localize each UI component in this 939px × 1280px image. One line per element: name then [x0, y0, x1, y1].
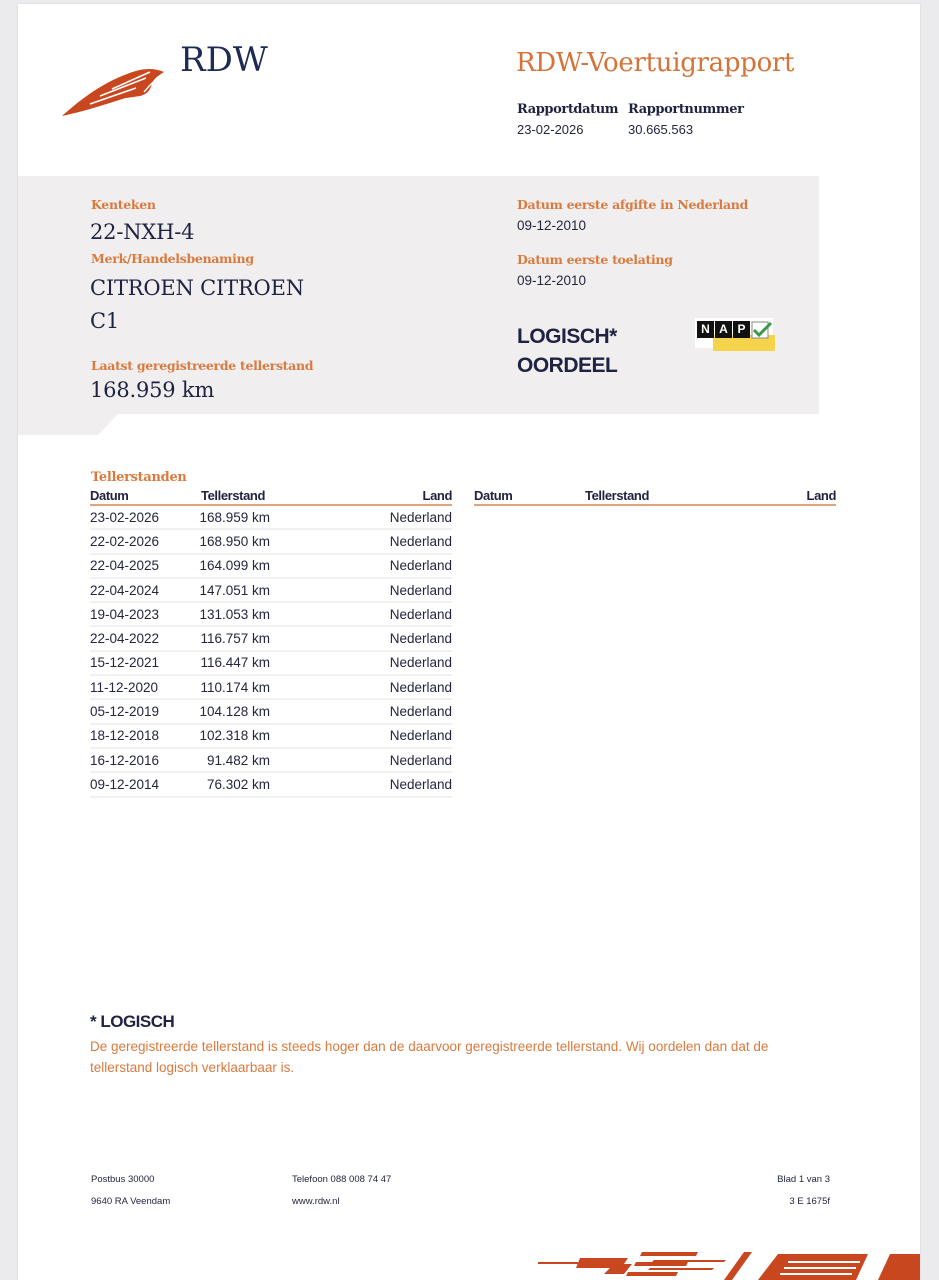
cell-tellerstand: 168.950 km: [199, 533, 270, 549]
footer-address-2: 9640 RA Veendam: [91, 1196, 171, 1207]
table-row: [90, 603, 452, 627]
decorative-stripes-icon: [538, 1244, 920, 1280]
nap-letter-n: N: [697, 321, 714, 338]
tellerstanden-table-2: [474, 486, 836, 506]
cell-datum: 22-04-2025: [90, 558, 160, 574]
cell-land: Nederland: [389, 631, 452, 647]
kenteken-label: Kenteken: [91, 197, 156, 212]
cell-land: Nederland: [389, 655, 452, 671]
col-datum: Datum: [474, 488, 513, 503]
nap-badge: [695, 318, 777, 354]
col-land: Land: [422, 488, 452, 503]
table-row: [90, 676, 452, 700]
cell-land: Nederland: [389, 582, 452, 598]
table-header: [474, 486, 836, 506]
table-row: [90, 700, 452, 724]
cell-datum: 22-04-2022: [90, 631, 160, 647]
cell-datum: 19-04-2023: [90, 606, 160, 622]
rapportnummer-value: 30.665.563: [628, 122, 694, 137]
cell-tellerstand: 104.128 km: [199, 704, 270, 720]
table-row: [90, 506, 452, 530]
footer-phone: Telefoon 088 008 74 47: [292, 1174, 392, 1185]
cell-datum: 09-12-2014: [90, 776, 160, 792]
cell-tellerstand: 131.053 km: [199, 606, 270, 622]
note-title: * LOGISCH: [90, 1012, 175, 1031]
cell-tellerstand: 164.099 km: [199, 558, 270, 574]
toelating-label: Datum eerste toelating: [517, 252, 673, 267]
cell-land: Nederland: [389, 752, 452, 768]
cell-datum: 22-04-2024: [90, 582, 160, 598]
table-row: [90, 627, 452, 651]
col-tellerstand: Tellerstand: [585, 488, 649, 503]
col-land: Land: [806, 488, 836, 503]
cell-tellerstand: 116.447 km: [200, 655, 270, 671]
oordeel-status: [517, 322, 617, 380]
rapportnummer-label: Rapportnummer: [628, 102, 744, 117]
note-body: De geregistreerde tellerstand is steeds hoger dan de daarvoor geregistreerde tellerstand. Wij oordelen dan dat de tellerstand logisch verklaarbaar is.: [90, 1039, 769, 1075]
cell-datum: 05-12-2019: [90, 704, 160, 720]
oordeel-line1: LOGISCH*: [517, 325, 617, 348]
cell-land: Nederland: [389, 728, 452, 744]
cell-land: Nederland: [389, 606, 452, 622]
report-title: RDW-Voertuigrapport: [516, 48, 795, 78]
col-datum: Datum: [90, 488, 129, 503]
col-tellerstand: Tellerstand: [201, 488, 265, 503]
tellerstanden-table: [90, 486, 452, 798]
cell-datum: 16-12-2016: [90, 752, 160, 768]
cell-tellerstand: 110.174 km: [200, 679, 270, 695]
cell-tellerstand: 76.302 km: [206, 776, 270, 792]
check-icon: [751, 321, 773, 339]
cell-tellerstand: 147.051 km: [199, 582, 270, 598]
cell-tellerstand: 116.757 km: [200, 631, 270, 647]
panel-notch: [18, 414, 118, 435]
cell-land: Nederland: [389, 704, 452, 720]
footer-address-1: Postbus 30000: [91, 1174, 155, 1185]
table-row: [90, 749, 452, 773]
tellerstanden-title: Tellerstanden: [91, 470, 187, 485]
afgifte-label: Datum eerste afgifte in Nederland: [517, 197, 749, 212]
table-row: [90, 579, 452, 603]
cell-land: Nederland: [389, 509, 452, 525]
cell-land: Nederland: [389, 679, 452, 695]
table-row: [90, 652, 452, 676]
nap-letter-p: P: [733, 321, 750, 338]
tellerstand-value: 168.959 km: [90, 378, 215, 402]
table-row: [90, 555, 452, 579]
table-row: [90, 530, 452, 554]
rapportdatum-value: 23-02-2026: [517, 122, 584, 137]
rapportdatum-label: Rapportdatum: [517, 102, 619, 117]
cell-tellerstand: 168.959 km: [199, 509, 270, 525]
footer-page-number: Blad 1 van 3: [777, 1174, 830, 1185]
footer-code: 3 E 1675f: [789, 1196, 830, 1207]
cell-datum: 11-12-2020: [90, 679, 159, 695]
footer-website[interactable]: www.rdw.nl: [292, 1196, 340, 1207]
merk-value-line1: CITROEN CITROEN: [90, 276, 304, 300]
afgifte-value: 09-12-2010: [517, 218, 587, 233]
tellerstand-label: Laatst geregistreerde tellerstand: [91, 358, 314, 373]
cell-tellerstand: 102.318 km: [199, 728, 270, 744]
merk-label: Merk/Handelsbenaming: [91, 251, 254, 266]
kenteken-value: 22-NXH-4: [90, 220, 195, 244]
table-header: [90, 486, 452, 506]
oordeel-line2: OORDEEL: [517, 354, 618, 377]
cell-datum: 22-02-2026: [90, 533, 160, 549]
rdw-logo-icon: [60, 62, 166, 118]
cell-datum: 15-12-2021: [90, 655, 160, 671]
cell-land: Nederland: [389, 558, 452, 574]
merk-value-line2: C1: [90, 309, 120, 333]
toelating-value: 09-12-2010: [517, 273, 587, 288]
cell-land: Nederland: [389, 776, 452, 792]
cell-datum: 23-02-2026: [90, 509, 160, 525]
logo-text: RDW: [180, 40, 268, 80]
cell-datum: 18-12-2018: [90, 728, 160, 744]
table-row: [90, 773, 452, 797]
table-row: [90, 725, 452, 749]
cell-tellerstand: 91.482 km: [206, 752, 270, 768]
cell-land: Nederland: [389, 533, 452, 549]
report-page: [18, 4, 920, 1280]
nap-letter-a: A: [715, 321, 732, 338]
